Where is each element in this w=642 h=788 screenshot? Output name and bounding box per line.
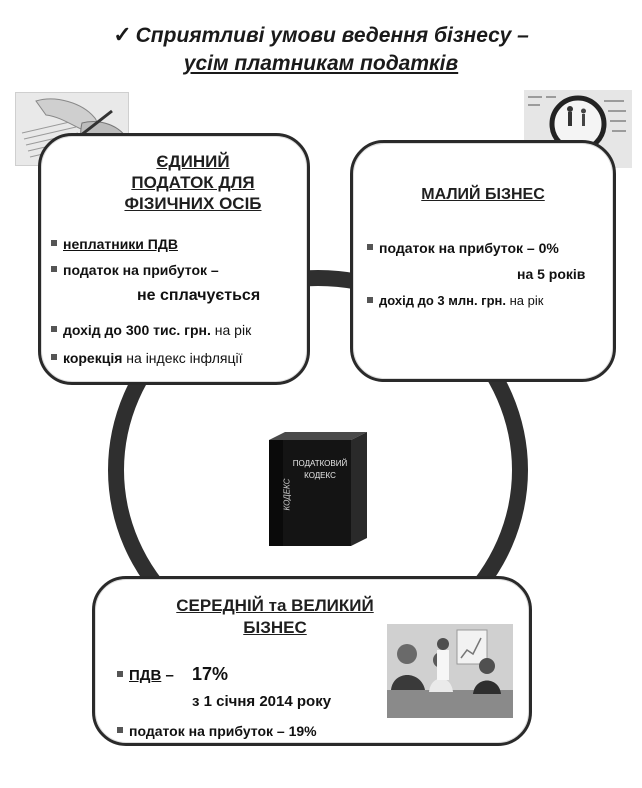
book-cover-text [287, 458, 353, 482]
small-income-bold-text: дохід до 3 млн. грн. [379, 293, 506, 308]
bullet-square-icon [51, 266, 57, 272]
book-spine-text: КОДЕКС [282, 478, 292, 511]
vat-label: ПДВ [129, 667, 162, 684]
income-bullet [51, 322, 251, 338]
small-profit-tax-bullet [367, 240, 559, 256]
book-cover-line-1: ПОДАТКОВИЙ [292, 459, 348, 468]
profit-tax-text: податок на прибуток – [63, 262, 219, 278]
small-profit-tax-text: податок на прибуток – 0% [379, 240, 559, 256]
correction-rest-text: на індекс інфляції [122, 350, 243, 366]
vat-bullet [117, 667, 174, 684]
medium-large-title-line-1: СЕРЕДНІЙ та ВЕЛИКИЙ [176, 596, 374, 615]
correction-bullet [51, 350, 242, 366]
small-business-card [350, 140, 616, 382]
correction-bold-text: корекція [63, 350, 123, 366]
bullet-square-icon [51, 326, 57, 332]
bullet-square-icon [367, 244, 373, 250]
title-line-1 [0, 22, 642, 48]
vat-dash: – [161, 667, 174, 684]
term-rest-text: років [544, 266, 586, 282]
book-cover-line-2: КОДЕКС [304, 471, 336, 480]
bullet-square-icon [117, 727, 123, 733]
small-income-rest-text: на рік [506, 293, 544, 308]
bullet-square-icon [51, 354, 57, 360]
bullet-square-icon [51, 240, 57, 246]
vat-date: з 1 січня 2014 року [192, 693, 332, 710]
business-meeting-photo [387, 624, 513, 718]
title-text-2: усім платникам податків [183, 52, 459, 75]
single-tax-card [38, 133, 310, 385]
large-profit-tax-text: податок на прибуток – 19% [129, 723, 317, 739]
income-bold-text: дохід до 300 тис. грн. [63, 322, 211, 338]
non-vat-bullet [51, 236, 178, 252]
medium-large-title-line-2: БІЗНЕС [243, 618, 307, 637]
non-vat-text: неплатники ПДВ [63, 236, 178, 252]
term-bold-text: на 5 [517, 266, 545, 282]
single-tax-title [103, 151, 283, 214]
checkmark-icon: ✓ [113, 22, 132, 47]
title-text-1: Сприятливі умови ведення бізнесу – [135, 24, 529, 47]
small-business-title: МАЛИЙ БІЗНЕС [421, 186, 545, 203]
medium-large-title [155, 595, 395, 639]
small-income-bullet [367, 293, 543, 308]
income-rest-text: на рік [210, 322, 252, 338]
large-profit-tax-bullet [117, 723, 317, 739]
single-tax-title-line-1: ЄДИНИЙ [156, 152, 230, 171]
title-line-2 [0, 52, 642, 76]
profit-tax-bullet [51, 262, 219, 278]
single-tax-title-line-2: ПОДАТОК ДЛЯ [131, 173, 255, 192]
tax-code-book [263, 430, 373, 550]
term-text [517, 266, 585, 282]
bullet-square-icon [367, 297, 373, 303]
not-paid-text: не сплачується [137, 287, 261, 304]
vat-rate: 17% [192, 664, 229, 684]
single-tax-title-line-3: ФІЗИЧНИХ ОСІБ [124, 194, 262, 213]
bullet-square-icon [117, 671, 123, 677]
